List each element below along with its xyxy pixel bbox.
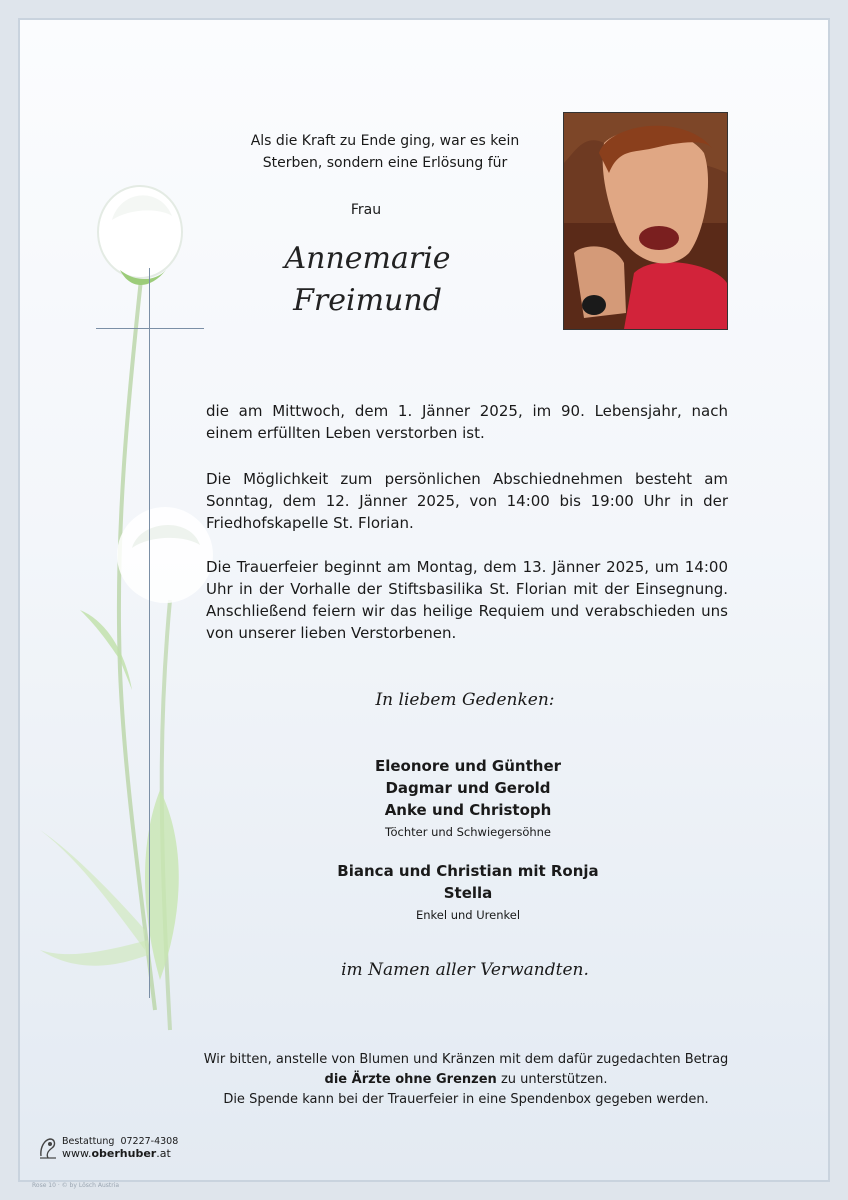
template-credit: Rose 10 · © by Lösch Austria (32, 1182, 120, 1189)
brand-url[interactable] (62, 1147, 171, 1160)
brand-url-name: oberhuber (91, 1147, 157, 1160)
death-notice-paragraph: die am Mittwoch, dem 1. Jänner 2025, im 90. Lebensjahr, nach einem erfüllten Leben verstorben ist. (206, 402, 728, 442)
family-group-grandchildren (300, 860, 636, 924)
intro-verse (240, 130, 530, 174)
funeral-paragraph: Die Trauerfeier beginnt am Montag, dem 13. Jänner 2025, um 14:00 Uhr in der Vorhalle der Stiftsbasilika St. Florian mit der Einsegnung. Anschließend feiern wir das heilige Requiem und verabschieden uns von unserer lieben Verstorbenen. (206, 558, 728, 642)
intro-line-2: Sterben, sondern eine Erlösung für (262, 155, 508, 171)
deceased-last-name: Freimund (293, 283, 442, 318)
brand-url-suffix: .at (156, 1147, 171, 1160)
family-name-line: Stella (443, 884, 493, 902)
memory-heading: In liebem Gedenken: (375, 690, 555, 710)
closing-line: im Namen aller Verwandten. (341, 960, 589, 980)
donation-line-2-rest: zu unterstützen. (496, 1072, 608, 1087)
funeral-home-logo-icon (38, 1136, 58, 1160)
viewing-paragraph: Die Möglichkeit zum persönlichen Abschiednehmen besteht am Sonntag, dem 12. Jänner 2025, von 14:00 bis 19:00 Uhr in der Friedhofskapelle St. Florian. (206, 470, 728, 532)
brand-phone: 07227-4308 (120, 1136, 179, 1147)
family-name-line: Bianca und Christian mit Ronja (337, 862, 599, 880)
portrait-photo (563, 112, 728, 330)
brand-url-prefix: www. (62, 1147, 92, 1160)
deceased-name (250, 238, 485, 322)
donation-line-1: Wir bitten, anstelle von Blumen und Kränzen mit dem dafür zugedachten Betrag (203, 1052, 729, 1067)
donation-line-3: Die Spende kann bei der Trauerfeier in eine Spendenbox gegeben werden. (223, 1092, 709, 1107)
family-relation: Enkel und Urenkel (415, 908, 521, 922)
deceased-first-name: Annemarie (284, 241, 451, 276)
family-name-line: Dagmar und Gerold (385, 779, 551, 797)
salutation: Frau (350, 202, 382, 218)
family-relation: Töchter und Schwiegersöhne (384, 825, 552, 839)
cross-horizontal-line (96, 328, 204, 329)
intro-line-1: Als die Kraft zu Ende ging, war es kein (250, 133, 520, 149)
donation-note (190, 1050, 742, 1110)
family-name-line: Anke und Christoph (384, 801, 552, 819)
cross-vertical-line (149, 268, 150, 998)
family-name-line: Eleonore und Günther (374, 757, 562, 775)
funeral-home-brand (38, 1136, 178, 1162)
family-group-children (300, 755, 636, 841)
brand-line-1 (62, 1136, 178, 1147)
donation-organization: die Ärzte ohne Grenzen (324, 1072, 497, 1087)
brand-name: Bestattung (62, 1136, 115, 1147)
donation-line-2 (190, 1070, 742, 1090)
